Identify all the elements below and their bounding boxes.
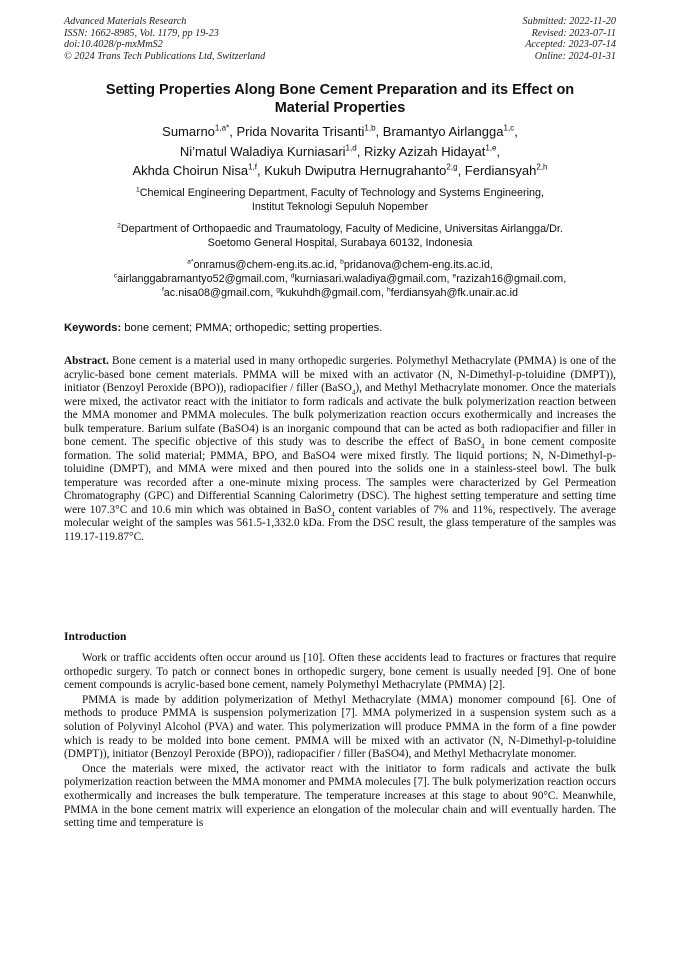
author-sup: 1,b	[364, 123, 376, 133]
email-sup: a*	[187, 258, 194, 266]
author-sup: 1,c	[503, 123, 515, 133]
online-date: Online: 2024-01-31	[534, 50, 616, 62]
abstract-text: in bone cement composite formation. The solid material; PMMA, BPO, and BaSO4 were mixed firstly. The liquid portions; N, N-Dimethyl-p-toluidine (DMPT), and MMA were mixed and then poured into the solids one in a stainless-steel bowl. The bulk temperature was recorded after a one-minute mixing process. The samples were characterized by Gel Permeation Chromatography (GPC) and Differential Scanning Calorimetry (DSC). The highest setting temperature and setting time were 107.3°C and 10.6 min which was obtained in BaSO	[64, 436, 616, 516]
paragraph: Work or traffic accidents often occur around us [10]. Often these accidents lead to fractures or fractures that require orthopedic surgery. To patch or connect bones in orthopedic surgery, bone cement is usually needed [9]. One of bone cement compounds is acrylic-based bone cement, namely Polymethyl Methacrylate (PMMA) [2].	[64, 652, 616, 692]
abstract	[64, 355, 616, 544]
keywords	[64, 321, 616, 335]
author-name: Ferdiansyah	[464, 163, 537, 178]
affiliation-2	[64, 222, 616, 250]
copyright: © 2024 Trans Tech Publications Ltd, Switzerland	[64, 50, 266, 62]
email-link[interactable]: onramus@chem-eng.its.ac.id	[193, 259, 335, 271]
author-name: Bramantyo Airlangga	[382, 124, 504, 139]
email-link[interactable]: razizah16@gmail.com	[456, 273, 564, 286]
paper-title	[64, 81, 616, 117]
dates-info	[523, 16, 616, 62]
email-line-3: $^f$ac.nisa08@gmail.com, $^g$kukuhdh@gmail.com, $^h$ferdiansyah@fk.unair.ac.id	[161, 286, 519, 300]
email-sup: h	[386, 286, 391, 294]
email-list	[64, 258, 616, 301]
author-sup: 1,f	[248, 162, 258, 172]
author-line-3: Akhda Choirun Nisa$^{1,f}$, Kukuh Dwiputra Hernugrahanto$^{2,g}$, Ferdiansyah$^{2,h}$	[132, 162, 548, 178]
affiliation-1	[64, 186, 616, 214]
email-link[interactable]: kurniasari.waladiya@gmail.com	[294, 273, 447, 286]
keywords-label: Keywords:	[64, 322, 122, 334]
subscript: 4	[481, 442, 485, 451]
abstract-text: content variables of 7% and 11%, respectively. The average molecular weight of the samples was 561.5-1,332.0 kDa. From the DSC result, the glass temperature of the samples was 119.17-119.87°C.	[64, 503, 616, 543]
author-sup: 2,g	[446, 162, 458, 172]
affiliation-num: 1	[135, 186, 140, 194]
subscript: 4	[351, 388, 356, 397]
submitted-date: Submitted: 2022-11-20	[522, 16, 616, 27]
author-line-1: Sumarno$^{1,a*}$, Prida Novarita Trisanti$^{1,b}$, Bramantyo Airlangga$^{1,c}$,	[162, 123, 518, 139]
affiliation-2-line-1	[64, 222, 616, 236]
title-line-2: Material Properties	[274, 100, 406, 116]
author-list	[64, 122, 616, 181]
author-name: Kukuh Dwiputra Hernugrahanto	[264, 163, 447, 178]
affiliation-1-line-1	[64, 186, 616, 200]
affiliation-text: Chemical Engineering Department, Faculty of Technology and Systems Engineering,	[139, 187, 545, 199]
affiliation-1-line-2: Institut Teknologi Sepuluh Nopember	[251, 201, 429, 214]
keywords-text: bone cement; PMMA; orthopedic; setting properties.	[121, 322, 383, 334]
email-sup: c	[113, 272, 118, 280]
email-link[interactable]: airlanggabramantyo52@gmail.com	[117, 273, 285, 286]
email-line-1: $^{a*}$onramus@chem-eng.its.ac.id, $^b$pridanova@chem-eng.its.ac.id,	[187, 258, 493, 271]
email-link[interactable]: kukuhdh@gmail.com	[279, 287, 381, 300]
author-sup: 1,d	[345, 143, 357, 153]
subscript: 4	[331, 509, 335, 518]
affiliation-text: Department of Orthopaedic and Traumatology, Faculty of Medicine, Universitas Airlangga/Dr.	[120, 223, 563, 235]
author-name: Ni’matul Waladiya Kurniasari	[179, 143, 346, 159]
paragraph: PMMA is made by addition polymerization of Methyl Methacrylate (MMA) monomer compound [6]. One of methods to produce PMMA is suspension polymerization [7]. MMA polymerized in a suspension system such as a solution of Polyvinyl Alcohol (PVA) and water. This polymerization will produce PMMA in the form of a fine powder which is ready to be molded into bone cement. PMMA will be mixed with an activator (N, N-Dimethyl-p-toluidine (DMPT)), initiator (Benzoyl Peroxide (BPO)), radiopacifier / filler (BaSO4), and Methyl Methacrylate monomer.	[64, 693, 616, 761]
author-name: Prida Novarita Trisanti	[236, 124, 365, 139]
affiliation-2-line-2: Soetomo General Hospital, Surabaya 60132, Indonesia	[207, 237, 473, 250]
paragraph: Once the materials were mixed, the activator react with the initiator to form radicals and activate the bulk polymerization reaction between the MMA monomer and PMMA molecules [7]. The bulk polymerization reaction occurs exothermically and increases the bulk temperature. The temperature increases at this stage to about 90°C. Meanwhile, PMMA in the bone cement matrix will experience an elongation of the molecular chain and will eventually harden. The setting time and temperature is	[64, 762, 616, 830]
author-sup: 1,e	[485, 143, 497, 153]
email-sup: d	[290, 272, 295, 280]
journal-info	[64, 16, 265, 62]
abstract-label: Abstract.	[64, 355, 109, 367]
introduction-body	[64, 652, 616, 832]
section-heading-introduction: Introduction	[64, 631, 127, 643]
author-name: Akhda Choirun Nisa	[132, 163, 249, 178]
email-sup: b	[340, 258, 344, 266]
affiliation-num: 2	[117, 222, 121, 230]
author-line-2: Ni’matul Waladiya Kurniasari$^{1,d}$, Rizky Azizah Hidayat$^{1,e}$,	[179, 143, 501, 159]
title-line-1: Setting Properties Along Bone Cement Preparation and its Effect on	[105, 82, 575, 98]
email-sup: e	[452, 272, 457, 280]
author-sup: 1,a*	[214, 123, 230, 133]
revised-date: Revised: 2023-07-11	[531, 27, 616, 39]
doi: doi:10.4028/p-mxMmS2	[64, 39, 163, 51]
email-link[interactable]: ferdiansyah@fk.unair.ac.id	[390, 287, 519, 300]
journal-name: Advanced Materials Research	[64, 16, 187, 27]
author-name: Sumarno	[162, 124, 215, 139]
author-name: Rizky Azizah Hidayat	[363, 143, 486, 159]
email-link[interactable]: ac.nisa08@gmail.com	[163, 287, 271, 300]
accepted-date: Accepted: 2023-07-14	[525, 39, 616, 51]
email-line-2: $^c$airlanggabramantyo52@gmail.com, $^d$kurniasari.waladiya@gmail.com, $^e$razizah16@gmail.com,	[113, 272, 567, 286]
abstract-text: Bone cement is a material used in many orthopedic surgeries. Polymethyl Methacrylate (PMMA) is one of the acrylic-based bone cement materials. PMMA will be mixed with an activator (N, N-Dimethyl-p-toluidine (DMPT)), initiator (Benzoyl Peroxide (BPO)), radiopacifier / filler (BaSO	[64, 355, 616, 394]
journal-header	[64, 16, 616, 62]
issn: ISSN: 1662-8985, Vol. 1179, pp 19-23	[64, 27, 219, 39]
email-sup: f	[161, 286, 164, 294]
email-sup: g	[276, 286, 280, 294]
author-sup: 2,h	[536, 162, 548, 172]
abstract-text: ), and Methyl Methacrylate monomer. Once the materials were mixed, the activator react with the initiator to form radicals and activate the bulk polymerization reaction between the MMA monomer and PMMA molecules. The bulk polymerization reaction occurs exothermically and increases the bulk temperature. Barium sulfate (BaSO4) is an inorganic compound that can be acted as both radiopacifier and filler in bone cement. The specific objective of this study was to describe the effect of BaSO	[64, 382, 616, 448]
email-link[interactable]: pridanova@chem-eng.its.ac.id	[343, 259, 490, 271]
